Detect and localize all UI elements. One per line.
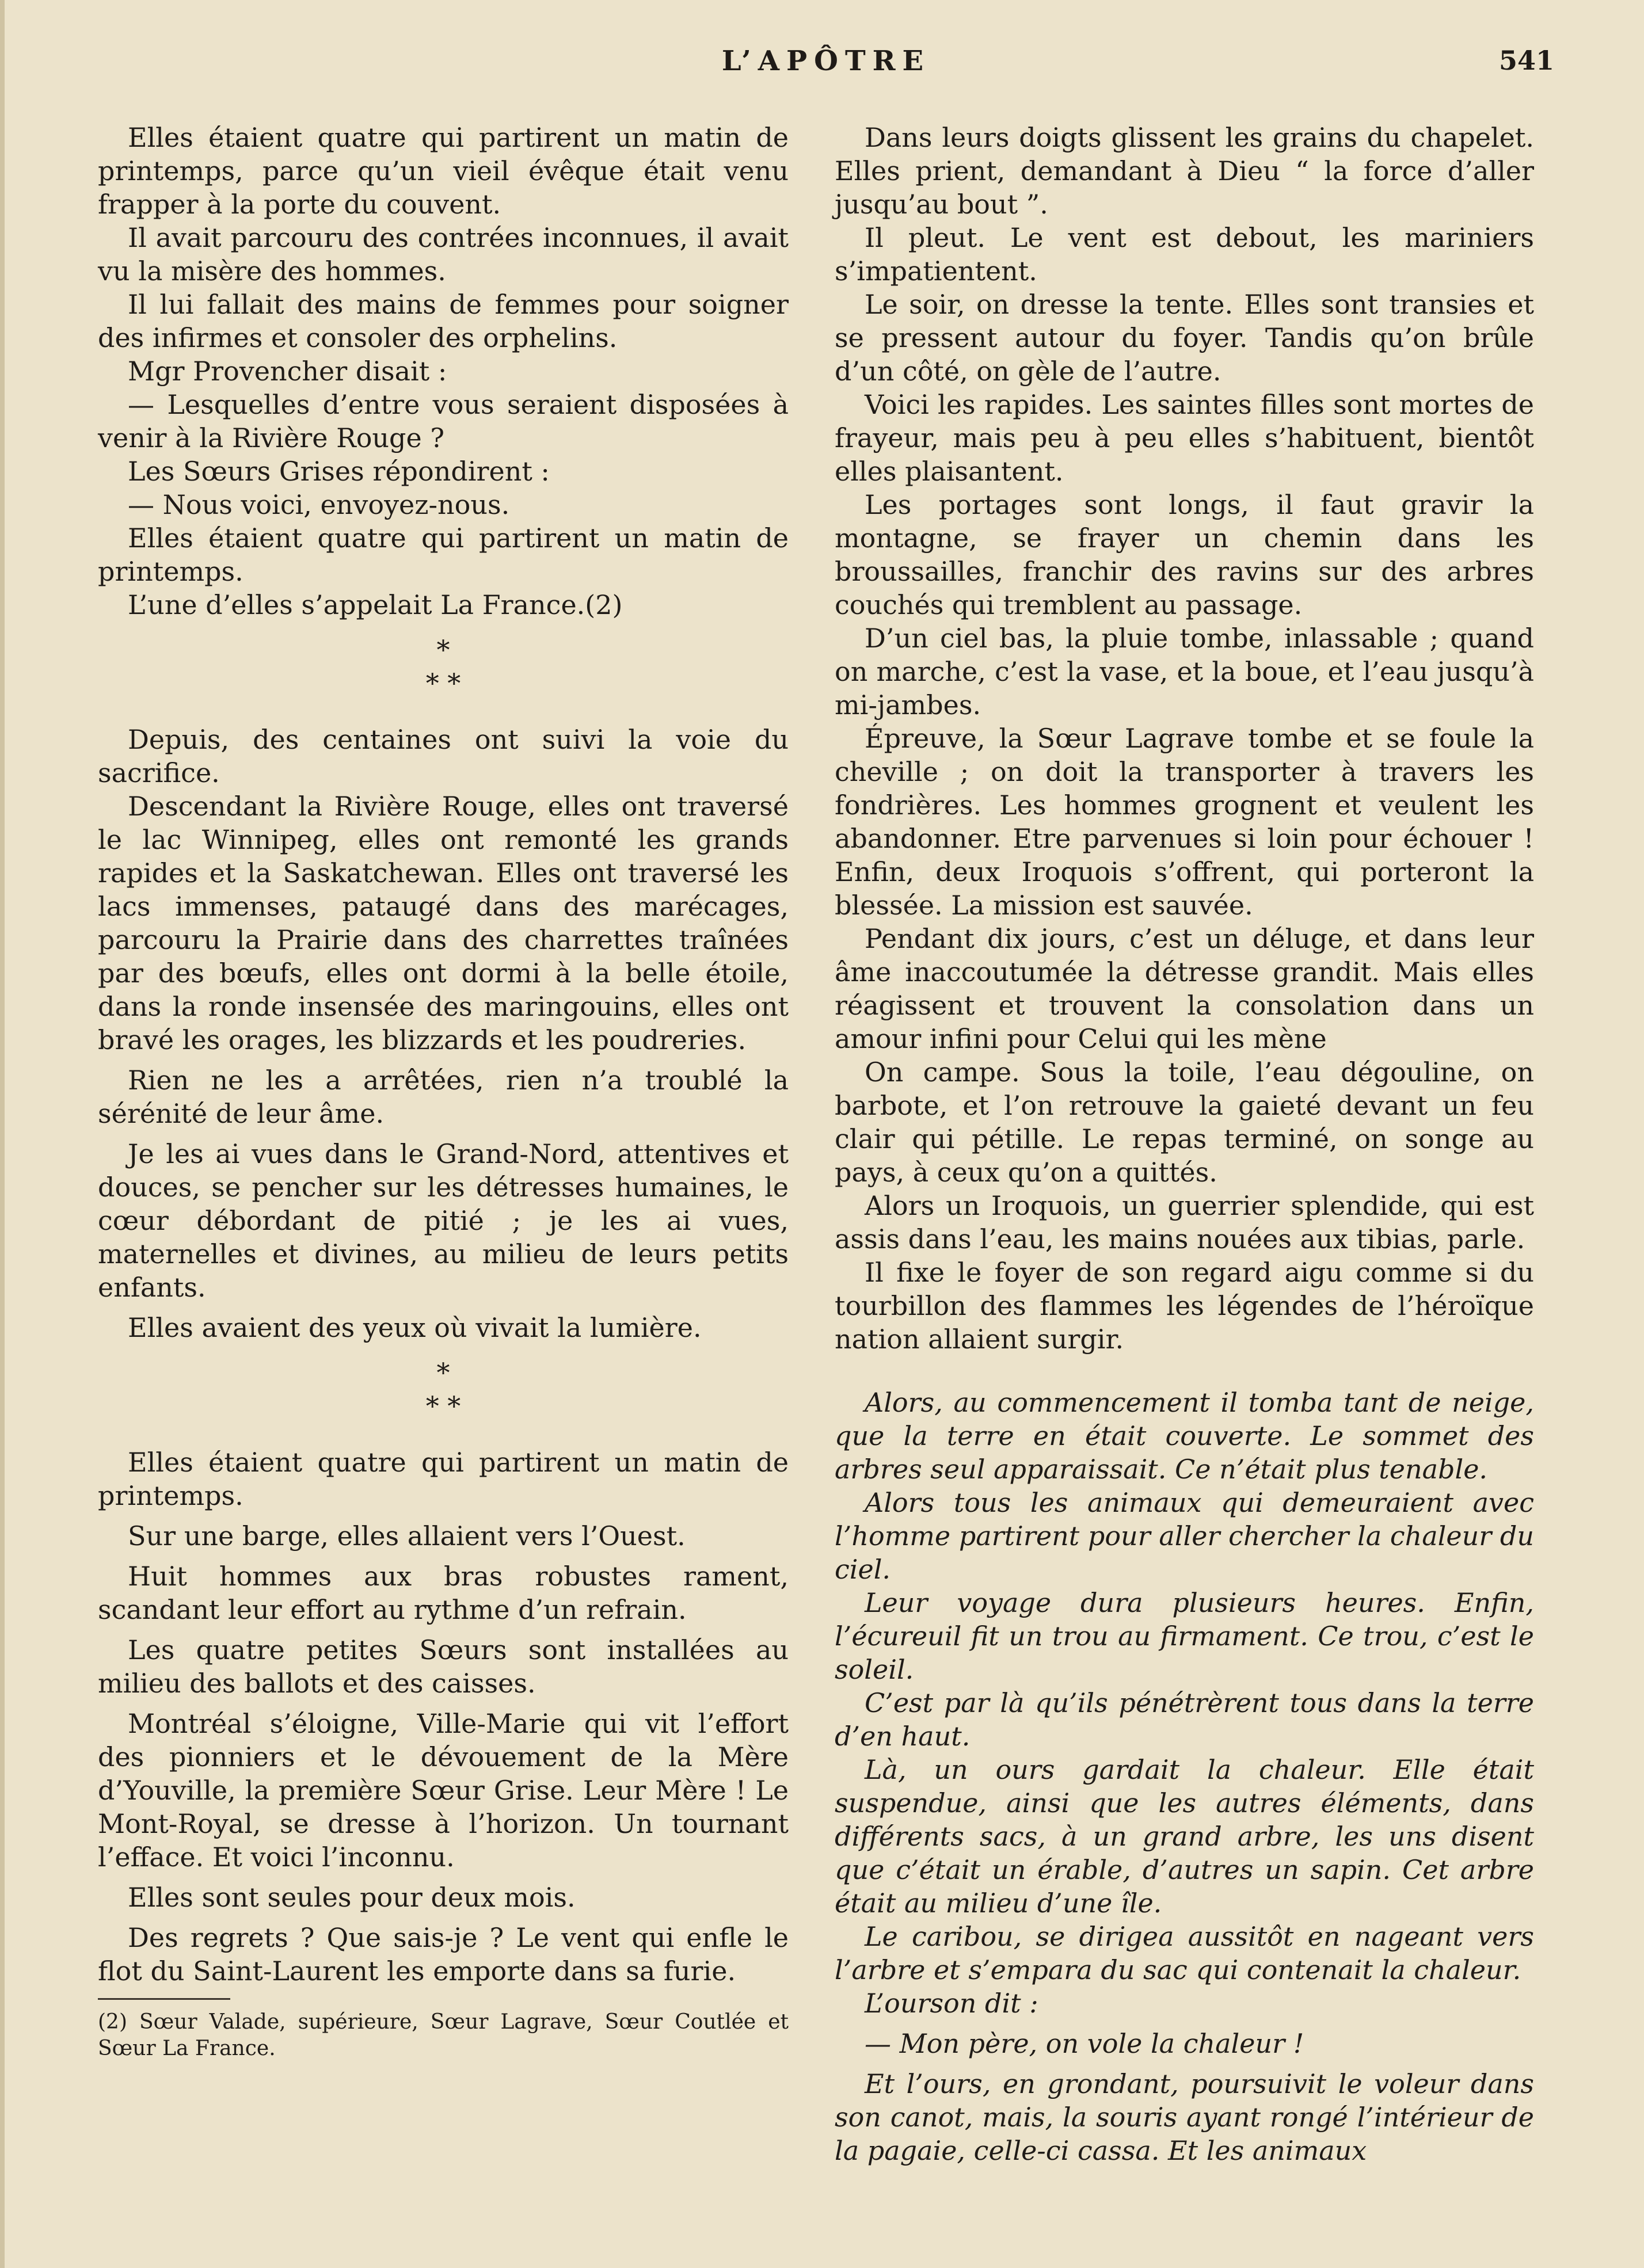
section-break-asterisks	[98, 622, 789, 723]
paragraph: Dans leurs doigts glissent les grains du chapelet. Elles prient, demandant à Dieu “ la force d’aller jusqu’au bout ”.	[835, 122, 1534, 220]
right-column	[835, 121, 1534, 2167]
paragraph: Descendant la Rivière Rouge, elles ont traversé le lac Winnipeg, elles ont remonté les grands rapides et la Saskatchewan. Elles ont traversé les lacs immenses, pataugé dans des marécages, parcouru la Prairie dans des charrettes traînées par des bœufs, elles ont dormi à la belle étoile, dans la ronde insensée des maringouins, elles ont bravé les orages, les blizzards et les poudreries.	[98, 791, 789, 1055]
legend-paragraph: Alors, au commencement il tomba tant de neige, que la terre en était couverte. Le sommet des arbres seul apparaissait. Ce n’était plus tenable.	[835, 1387, 1534, 1485]
paragraph: Depuis, des centaines ont suivi la voie du sacrifice.	[98, 724, 789, 788]
paragraph: Il lui fallait des mains de femmes pour soigner des infirmes et consoler des orphelins.	[98, 289, 789, 353]
legend-section-gap	[835, 1356, 1534, 1386]
paragraph: Rien ne les a arrêtées, rien n’a troublé la sérénité de leur âme.	[98, 1065, 789, 1129]
paragraph: Sur une barge, elles allaient vers l’Ouest.	[128, 1520, 686, 1552]
paragraph: Les Sœurs Grises répondirent :	[128, 456, 550, 487]
section-break-asterisks	[98, 1344, 789, 1446]
paragraph: Il fixe le foyer de son regard aigu comme si du tourbillon des flammes les légendes de l’héroïque nation allaient surgir.	[835, 1257, 1534, 1355]
paragraph: Elles étaient quatre qui partirent un matin de printemps, parce qu’un vieil évêque était venu frapper à la porte du couvent.	[98, 122, 789, 220]
paragraph: Elles avaient des yeux où vivait la lumière.	[128, 1312, 702, 1343]
legend-paragraph: Et l’ours, en grondant, poursuivit le voleur dans son canot, mais, la souris ayant rongé l’intérieur de la pagaie, celle-ci cassa. Et les animaux	[835, 2068, 1534, 2166]
paragraph: Pendant dix jours, c’est un déluge, et dans leur âme inaccoutumée la détresse grandit. Mais elles réagissent et trouvent la consolation dans un amour infini pour Celui qui les mène	[835, 923, 1534, 1054]
asterisk-bottom: * *	[425, 1390, 461, 1421]
paragraph: — Nous voici, envoyez-nous.	[128, 489, 510, 520]
page-number: 541	[1498, 45, 1554, 76]
paragraph: Les portages sont longs, il faut gravir la montagne, se frayer un chemin dans les broussailles, franchir des ravins sur des arbres couchés qui tremblent au passage.	[835, 489, 1534, 620]
asterisk-bottom: * *	[425, 668, 461, 699]
paragraph: Je les ai vues dans le Grand-Nord, attentives et douces, se pencher sur les détresses humaines, le cœur débordant de pitié ; je les ai vues, maternelles et divines, au milieu de leurs petits enfants.	[98, 1138, 789, 1303]
paragraph: Elles étaient quatre qui partirent un matin de printemps.	[98, 523, 789, 587]
legend-paragraph: Alors tous les animaux qui demeuraient avec l’homme partirent pour aller chercher la chaleur du ciel.	[835, 1487, 1534, 1585]
asterisk-top: *	[436, 1357, 450, 1388]
paragraph: Le soir, on dresse la tente. Elles sont transies et se pressent autour du foyer. Tandis qu’on brûle d’un côté, on gèle de l’autre.	[835, 289, 1534, 387]
page-binding-edge	[0, 0, 5, 2268]
paragraph: L’une d’elles s’appelait La France.(2)	[128, 589, 623, 620]
asterisk-top: *	[436, 634, 450, 665]
legend-paragraph: — Mon père, on vole la chaleur !	[865, 2028, 1304, 2059]
page-header	[98, 45, 1554, 85]
paragraph: Mgr Provencher disait :	[128, 356, 447, 387]
legend-paragraph: L’ourson dit :	[865, 1988, 1038, 2019]
left-column	[98, 121, 789, 2062]
legend-paragraph: Là, un ours gardait la chaleur. Elle était suspendue, ainsi que les autres éléments, dans différents sacs, à un grand arbre, les uns disent que c’était un érable, d’autres un sapin. Cet arbre était au milieu d’une île.	[835, 1754, 1534, 1919]
paragraph: Montréal s’éloigne, Ville-Marie qui vit l’effort des pionniers et le dévouement de la Mère d’Youville, la première Sœur Grise. Leur Mère ! Le Mont-Royal, se dresse à l’horizon. Un tournant l’efface. Et voici l’inconnu.	[98, 1708, 789, 1873]
paragraph: Voici les rapides. Les saintes filles sont mortes de frayeur, mais peu à peu elles s’habituent, bientôt elles plaisantent.	[835, 389, 1534, 487]
paragraph: Alors un Iroquois, un guerrier splendide, qui est assis dans l’eau, les mains nouées aux tibias, parle.	[835, 1190, 1534, 1255]
paragraph: Il pleut. Le vent est debout, les mariniers s’impatientent.	[835, 222, 1534, 287]
footnote: (2) Sœur Valade, supérieure, Sœur Lagrave, Sœur Coutlée et Sœur La France.	[98, 2010, 789, 2060]
paragraph: Elles étaient quatre qui partirent un matin de printemps.	[98, 1447, 789, 1511]
paragraph: On campe. Sous la toile, l’eau dégouline, on barbote, et l’on retrouve la gaieté devant un feu clair qui pétille. Le repas terminé, on songe au pays, à ceux qu’on a quittés.	[835, 1057, 1534, 1188]
running-title: L’APÔTRE	[721, 45, 931, 77]
footnote-rule	[98, 1998, 230, 2000]
paragraph: Il avait parcouru des contrées inconnues, il avait vu la misère des hommes.	[98, 222, 789, 287]
paragraph: Les quatre petites Sœurs sont installées au milieu des ballots et des caisses.	[98, 1634, 789, 1699]
legend-paragraph: Le caribou, se dirigea aussitôt en nageant vers l’arbre et s’empara du sac qui contenait la chaleur.	[835, 1921, 1534, 1985]
paragraph: Elles sont seules pour deux mois.	[128, 1882, 576, 1913]
paragraph: Des regrets ? Que sais-je ? Le vent qui enfle le flot du Saint-Laurent les emporte dans sa furie.	[98, 1922, 789, 1987]
paragraph: — Lesquelles d’entre vous seraient disposées à venir à la Rivière Rouge ?	[98, 389, 789, 453]
legend-paragraph: C’est par là qu’ils pénétrèrent tous dans la terre d’en haut.	[835, 1687, 1534, 1752]
legend-paragraph: Leur voyage dura plusieurs heures. Enfin, l’écureuil fit un trou au firmament. Ce trou, c’est le soleil.	[835, 1587, 1534, 1685]
paragraph: Huit hommes aux bras robustes rament, scandant leur effort au rythme d’un refrain.	[98, 1561, 789, 1625]
paragraph: Épreuve, la Sœur Lagrave tombe et se foule la cheville ; on doit la transporter à travers les fondrières. Les hommes grognent et veulent les abandonner. Etre parvenues si loin pour échouer ! Enfin, deux Iroquois s’offrent, qui porteront la blessée. La mission est sauvée.	[835, 723, 1534, 921]
paragraph: D’un ciel bas, la pluie tombe, inlassable ; quand on marche, c’est la vase, et la boue, et l’eau jusqu’à mi-jambes.	[835, 623, 1534, 721]
